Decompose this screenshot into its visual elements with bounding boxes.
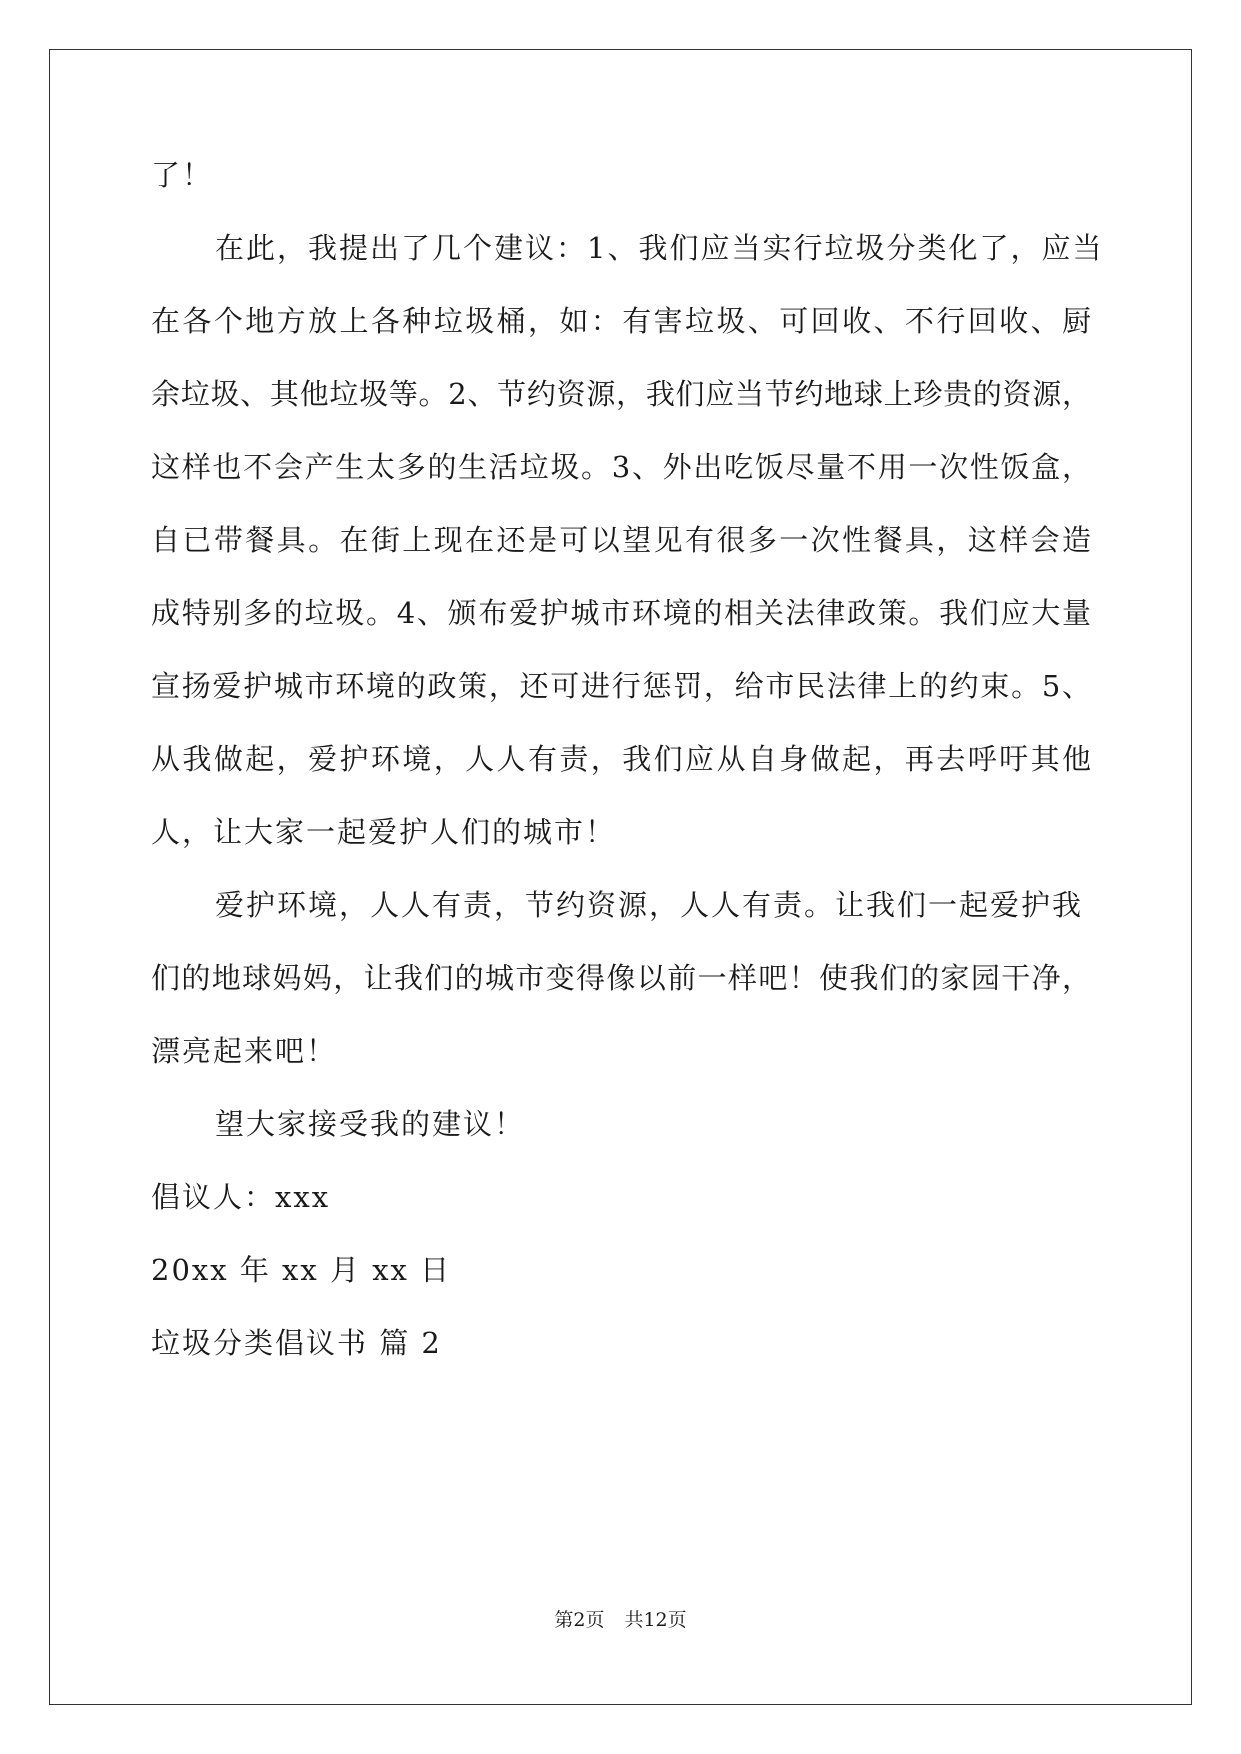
text-line: 在各个地方放上各种垃圾桶，如：有害垃圾、可回收、不行回收、厨 xyxy=(151,304,1091,338)
page-border xyxy=(49,49,1192,1705)
paragraph-suggestions-start: 在此，我提出了几个建议：1、我们应当实行垃圾分类化了，应当 xyxy=(215,231,1104,265)
text-line: 余垃圾、其他垃圾等。2、节约资源，我们应当节约地球上珍贵的资源， xyxy=(151,377,1091,411)
page-number-current: 第2页 xyxy=(554,1609,605,1631)
text-line: 漂亮起来吧！ xyxy=(151,1034,338,1068)
page-number-total: 共12页 xyxy=(624,1609,687,1631)
text-line: 们的地球妈妈，让我们的城市变得像以前一样吧！使我们的家园干净， xyxy=(151,961,1091,995)
paragraph-call-to-action-start: 爱护环境，人人有责，节约资源，人人有责。让我们一起爱护我 xyxy=(215,888,1084,922)
closing-line: 望大家接受我的建议！ xyxy=(215,1107,526,1141)
text-line: 从我做起，爱护环境，人人有责，我们应从自身做起，再去呼吁其他 xyxy=(151,742,1091,776)
text-line: 了！ xyxy=(151,158,214,192)
section-heading: 垃圾分类倡议书 篇 2 xyxy=(151,1326,442,1360)
text-line: 人，让大家一起爱护人们的城市！ xyxy=(151,815,617,849)
text-line: 自已带餐具。在街上现在还是可以望见有很多一次性餐具，这样会造 xyxy=(151,523,1091,557)
page-footer xyxy=(0,1608,1241,1632)
text-line: 成特别多的垃圾。4、颁布爱护城市环境的相关法律政策。我们应大量 xyxy=(151,596,1091,630)
signatory-line: 倡议人：xxx xyxy=(151,1180,331,1214)
text-line: 宣扬爱护城市环境的政策，还可进行惩罚，给市民法律上的约束。5、 xyxy=(151,669,1091,703)
text-line: 这样也不会产生太多的生活垃圾。3、外出吃饭尽量不用一次性饭盒， xyxy=(151,450,1091,484)
date-line: 20xx 年 xx 月 xx 日 xyxy=(151,1253,452,1287)
